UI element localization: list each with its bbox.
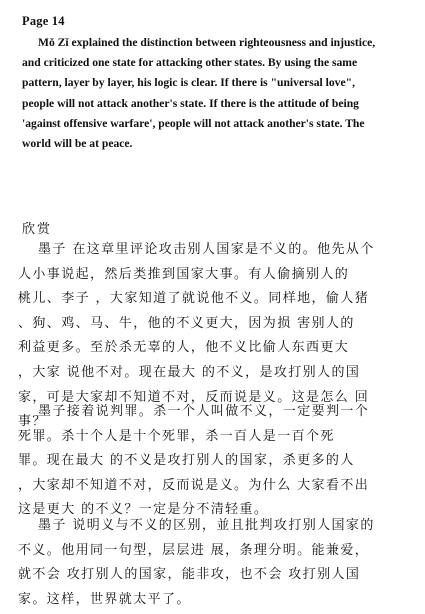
chinese-line: 罪。现在最大 的不义是攻打别人的国家，杀更多的人	[18, 453, 355, 469]
chinese-line: 桃儿、李子 ，大家知道了就说他不义。同样地，偷人猪	[18, 291, 370, 307]
chinese-line: 不义。他用同一句型，层层进 展，条理分明。能兼爱，	[18, 542, 370, 558]
english-line: Mǒ Zǐ explained the distinction between righteousness and injustice,	[38, 36, 376, 49]
chinese-line: ，大家却不知道不对，反而说是义。为什么 大家看不出	[18, 477, 370, 493]
chinese-line: 人小事说起，然后类推到国家大事。有人偷摘别人的	[18, 266, 350, 282]
english-line: pattern, layer by layer, his logic is clear. If there is "universal love",	[22, 76, 355, 90]
appreciation-heading: 欣赏	[22, 222, 53, 237]
chinese-line: 墨子 在这章里评论攻击别人国家是不义的。他先从个	[38, 242, 375, 257]
chinese-line: 这是更大 的不义？一定是分不清轻重。	[18, 502, 269, 518]
chinese-line: 死罪。杀十个人是十个死罪，杀一百人是一百个死	[18, 428, 335, 444]
english-line: people will not attack another's state. If there is the attitude of being	[22, 96, 359, 110]
page-number-label: Page 14	[22, 14, 65, 28]
chinese-line: 墨子接着说判罪。杀一个人叫做不义，一定要判一个	[38, 404, 370, 419]
chinese-line: ，大家 说他不对。现在最大 的不义，是攻打别人的国	[18, 364, 361, 380]
chinese-paragraph-3	[18, 514, 418, 612]
chinese-paragraph-2	[18, 400, 418, 523]
chinese-line: 利益更多。至於杀无辜的人，他不义比偷人东西更大	[18, 340, 350, 356]
chinese-line: 就不会 攻打别人的国家，能非攻，也不会 攻打别人国	[18, 567, 361, 583]
chinese-line: 家，可是大家却不知道不对，反而说是义。这是怎么 回	[18, 389, 370, 405]
english-paragraph	[22, 33, 418, 154]
chinese-line: 家。这样，世界就太平了。	[18, 591, 191, 607]
chinese-line: 墨子 说明义与不义的区别，並且批判攻打别人国家的	[38, 518, 375, 533]
english-line: 'against offensive warfare', people will not attack another's state. The	[22, 116, 365, 130]
chinese-line: 事？	[18, 414, 47, 430]
chinese-line: 、狗、鸡、马、牛，他的不义更大，因为损 害别人的	[18, 315, 355, 331]
english-line: world will be at peace.	[22, 137, 133, 151]
english-line: and criticized one state for attacking other states. By using the same	[22, 56, 358, 70]
